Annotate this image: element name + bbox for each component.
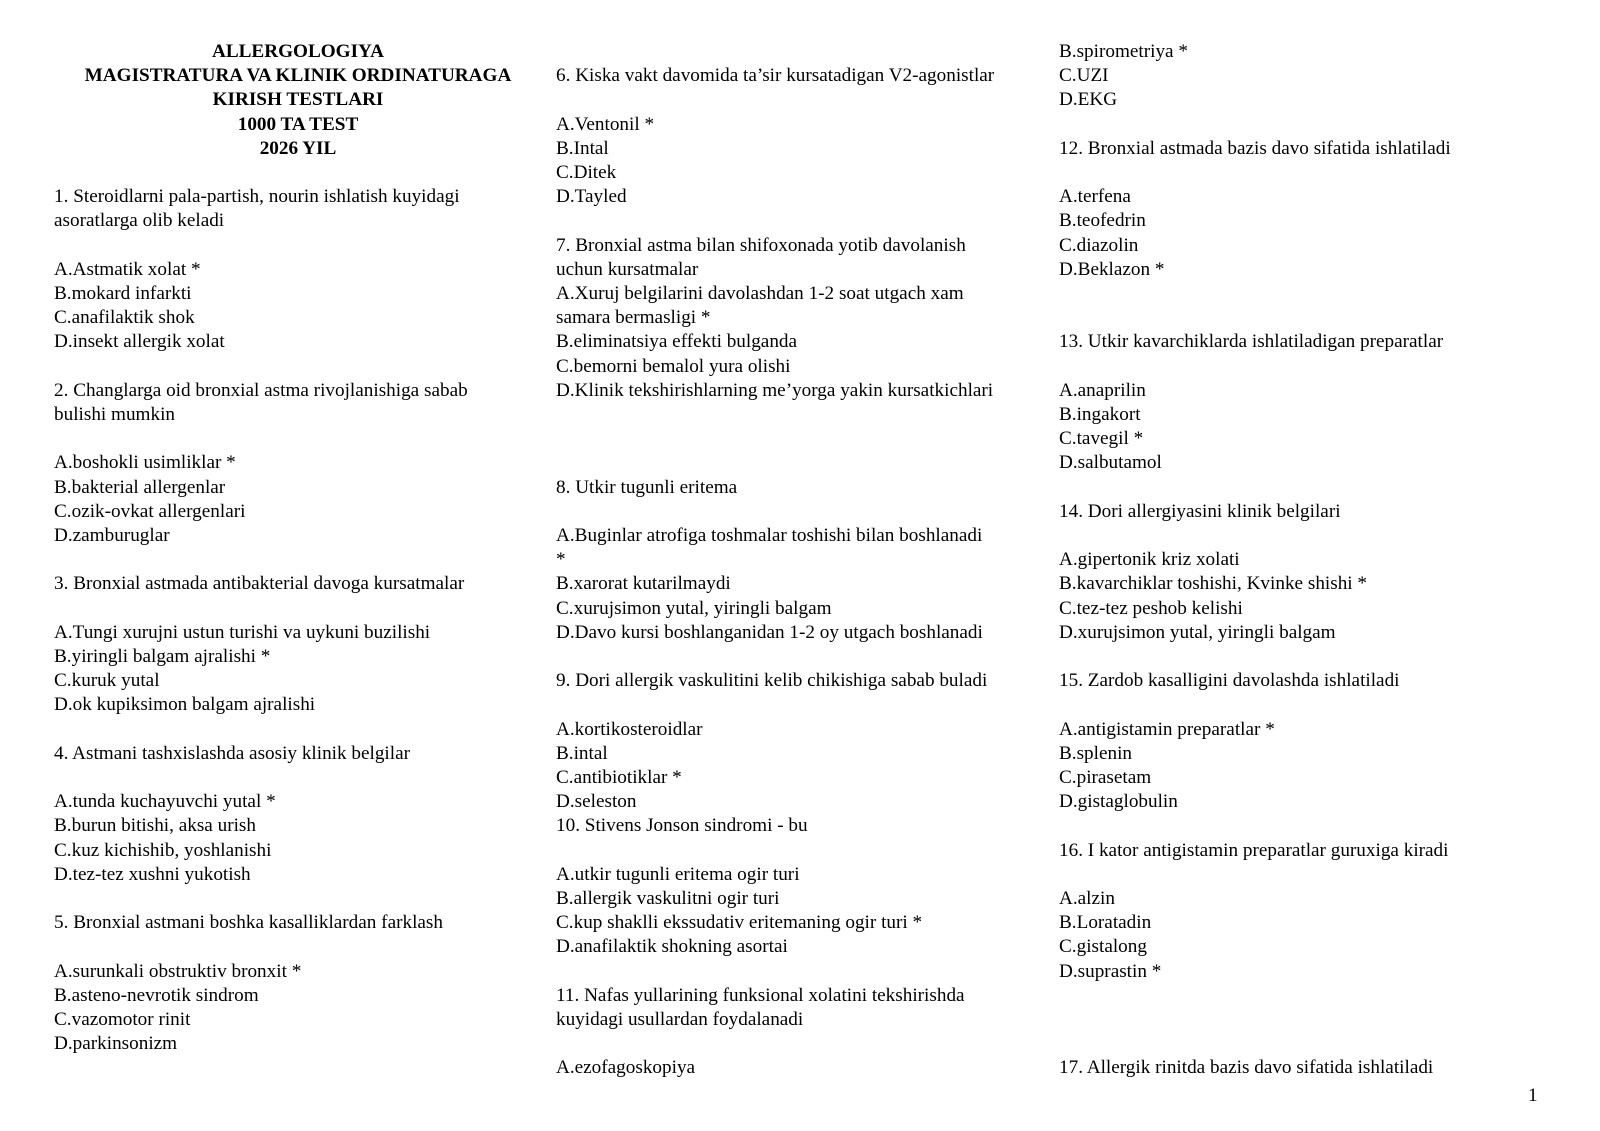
document-title (54, 40, 542, 161)
question-text: 5. Bronxial astmani boshka kasalliklardan farklash (54, 912, 443, 934)
answer-option: C.diazolin (1059, 234, 1139, 256)
answer-option: B.ingakort (1059, 403, 1141, 425)
question-13 (1059, 330, 1579, 475)
question-text: bulishi mumkin (54, 404, 175, 425)
question-text: 2. Changlarga oid bronxial astma rivojlanishiga sabab (54, 379, 468, 401)
answer-option: samara bermasligi * (556, 307, 711, 329)
title-line: 2026 YIL (259, 137, 337, 159)
answer-option: A.surunkali obstruktiv bronxit * (54, 960, 302, 982)
question-text: uchun kursatmalar (556, 258, 699, 280)
answer-option: D.ok kupiksimon balgam ajralishi (54, 694, 316, 716)
answer-option: D.Davo kursi boshlanganidan 1-2 oy utgach boshlanadi (556, 621, 983, 643)
question-7 (556, 234, 1044, 403)
answer-option: A.boshokli usimliklar * (54, 452, 236, 474)
answer-option: D.salbutamol (1059, 452, 1162, 474)
answer-option: B.asteno-nevrotik sindrom (54, 984, 259, 1006)
answer-option: B.Loratadin (1059, 912, 1152, 934)
question-text: 3. Bronxial astmada antibakterial davoga kursatmalar (54, 573, 465, 595)
answer-option: D.Beklazon * (1059, 258, 1165, 280)
question-text: asoratlarga olib keladi (54, 210, 225, 232)
answer-option: A.Buginlar atrofiga toshmalar toshishi bilan boshlanadi (556, 524, 983, 546)
answer-option: A.Astmatik xolat * (54, 258, 201, 280)
title-line: 1000 TA TEST (237, 113, 359, 135)
question-text: 11. Nafas yullarining funksional xolatini tekshirishda (556, 984, 965, 1006)
answer-option: A.Ventonil * (556, 113, 655, 135)
answer-option: D.parkinsonizm (54, 1033, 178, 1055)
question-text: 8. Utkir tugunli eritema (556, 476, 738, 498)
answer-option: D.xurujsimon yutal, yiringli balgam (1059, 621, 1336, 643)
answer-option: C.tez-tez peshob kelishi (1059, 597, 1243, 619)
answer-option: C.xurujsimon yutal, yiringli balgam (556, 597, 832, 619)
question-text: 4. Astmani tashxislashda asosiy klinik belgilar (54, 742, 410, 764)
question-14 (1059, 500, 1579, 645)
answer-option: B.mokard infarkti (54, 283, 192, 304)
answer-option: B.eliminatsiya effekti bulganda (556, 331, 798, 353)
answer-option: D.seleston (556, 791, 637, 813)
answer-option: D.insekt allergik xolat (54, 331, 225, 353)
answer-option: A.terfena (1059, 186, 1131, 208)
question-2 (54, 379, 542, 548)
answer-option: B.kavarchiklar toshishi, Kvinke shishi * (1059, 573, 1368, 595)
question-text: 14. Dori allergiyasini klinik belgilari (1059, 500, 1341, 522)
answer-option: C.vazomotor rinit (54, 1008, 191, 1030)
column-3 (1059, 40, 1579, 1081)
question-12 (1059, 137, 1579, 282)
question-16 (1059, 839, 1579, 984)
question-3 (54, 572, 542, 717)
question-text: 17. Allergik rinitda bazis davo sifatida ishlatiladi (1059, 1057, 1434, 1079)
question-1 (54, 185, 542, 354)
answer-option: C.UZI (1059, 65, 1109, 87)
title-line: MAGISTRATURA VA KLINIK ORDINATURAGA (84, 65, 512, 87)
answer-option: D.Tayled (556, 186, 627, 208)
question-15 (1059, 669, 1579, 814)
question-text: 1. Steroidlarni pala-partish, nourin ishlatish kuyidagi (54, 186, 460, 208)
question-text: 13. Utkir kavarchiklarda ishlatiladigan preparatlar (1059, 331, 1444, 353)
answer-option: C.Ditek (556, 161, 617, 183)
answer-option: B.yiringli balgam ajralishi * (54, 645, 271, 667)
answer-option: C.bemorni bemalol yura olishi (556, 355, 791, 377)
answer-option: B.splenin (1059, 742, 1133, 764)
answer-option: C.kuz kichishib, yoshlanishi (54, 839, 272, 861)
question-17 (1059, 1056, 1579, 1080)
answer-option: C.anafilaktik shok (54, 307, 195, 329)
question-4 (54, 742, 542, 887)
question-text: kuyidagi usullardan foydalanadi (556, 1008, 804, 1030)
answer-option: * (556, 549, 566, 571)
answer-option: D.EKG (1059, 89, 1118, 111)
answer-option: D.gistaglobulin (1059, 791, 1178, 813)
question-text: 6. Kiska vakt davomida ta’sir kursatadigan V2-agonistlar (556, 65, 995, 87)
answer-option: D.tez-tez xushni yukotish (54, 863, 251, 885)
question-9 (556, 669, 1044, 814)
title-line: KIRISH TESTLARI (212, 89, 384, 111)
answer-option: A.ezofagoskopiya (556, 1057, 696, 1079)
answer-option: B.spirometriya * (1059, 41, 1188, 62)
answer-option: A.Tungi xurujni ustun turishi va uykuni buzilishi (54, 621, 431, 643)
answer-option: C.antibiotiklar * (556, 766, 682, 788)
question-text: 12. Bronxial astmada bazis davo sifatida ishlatiladi (1059, 137, 1451, 159)
answer-option: B.intal (556, 742, 608, 764)
question-text: 16. I kator antigistamin preparatlar guruxiga kiradi (1059, 839, 1449, 861)
answer-option: C.kuruk yutal (54, 670, 160, 692)
answer-option: A.alzin (1059, 887, 1115, 909)
answer-option: B.burun bitishi, aksa urish (54, 815, 256, 837)
answer-option: C.tavegil * (1059, 428, 1144, 450)
answer-option: B.teofedrin (1059, 210, 1146, 232)
answer-option: B.allergik vaskulitni ogir turi (556, 887, 780, 909)
answer-option: B.xarorat kutarilmaydi (556, 573, 731, 595)
answer-option: C.ozik-ovkat allergenlari (54, 500, 246, 522)
answer-option: A.utkir tugunli eritema ogir turi (556, 863, 800, 885)
question-text: 15. Zardob kasalligini davolashda ishlatiladi (1059, 670, 1400, 692)
question-text: 7. Bronxial astma bilan shifoxonada yotib davolanish (556, 234, 966, 256)
column-2 (556, 40, 1044, 1081)
answer-option: C.kup shaklli ekssudativ eritemaning ogir turi * (556, 912, 923, 934)
question-text: 9. Dori allergik vaskulitini kelib chikishiga sabab buladi (556, 670, 988, 692)
answer-option: A.Xuruj belgilarini davolashdan 1-2 soat utgach xam (556, 282, 964, 304)
question-11 (556, 984, 1044, 1081)
question-6 (556, 64, 1044, 209)
answer-option: A.kortikosteroidlar (556, 718, 703, 740)
question-5 (54, 911, 542, 1056)
answer-option: B.Intal (556, 137, 609, 159)
answer-option: D.Klinik tekshirishlarning me’yorga yakin kursatkichlari (556, 379, 994, 401)
column-1 (54, 40, 542, 1056)
answer-option: D.suprastin * (1059, 960, 1162, 982)
answer-option: D.zamburuglar (54, 525, 170, 546)
question-11-continued (1059, 40, 1579, 113)
page-number: 1 (1528, 1085, 1538, 1106)
title-line: ALLERGOLOGIYA (211, 41, 385, 62)
answer-option: A.anaprilin (1059, 379, 1146, 401)
answer-option: B.bakterial allergenlar (54, 476, 226, 498)
answer-option: A.gipertonik kriz xolati (1059, 549, 1240, 571)
answer-option: C.pirasetam (1059, 766, 1152, 788)
answer-option: A.tunda kuchayuvchi yutal * (54, 791, 276, 813)
answer-option: C.gistalong (1059, 936, 1147, 958)
answer-option: A.antigistamin preparatlar * (1059, 718, 1275, 740)
question-8 (556, 476, 1044, 645)
question-text: 10. Stivens Jonson sindromi - bu (556, 815, 808, 837)
answer-option: D.anafilaktik shokning asortai (556, 936, 788, 958)
question-10 (556, 814, 1044, 959)
